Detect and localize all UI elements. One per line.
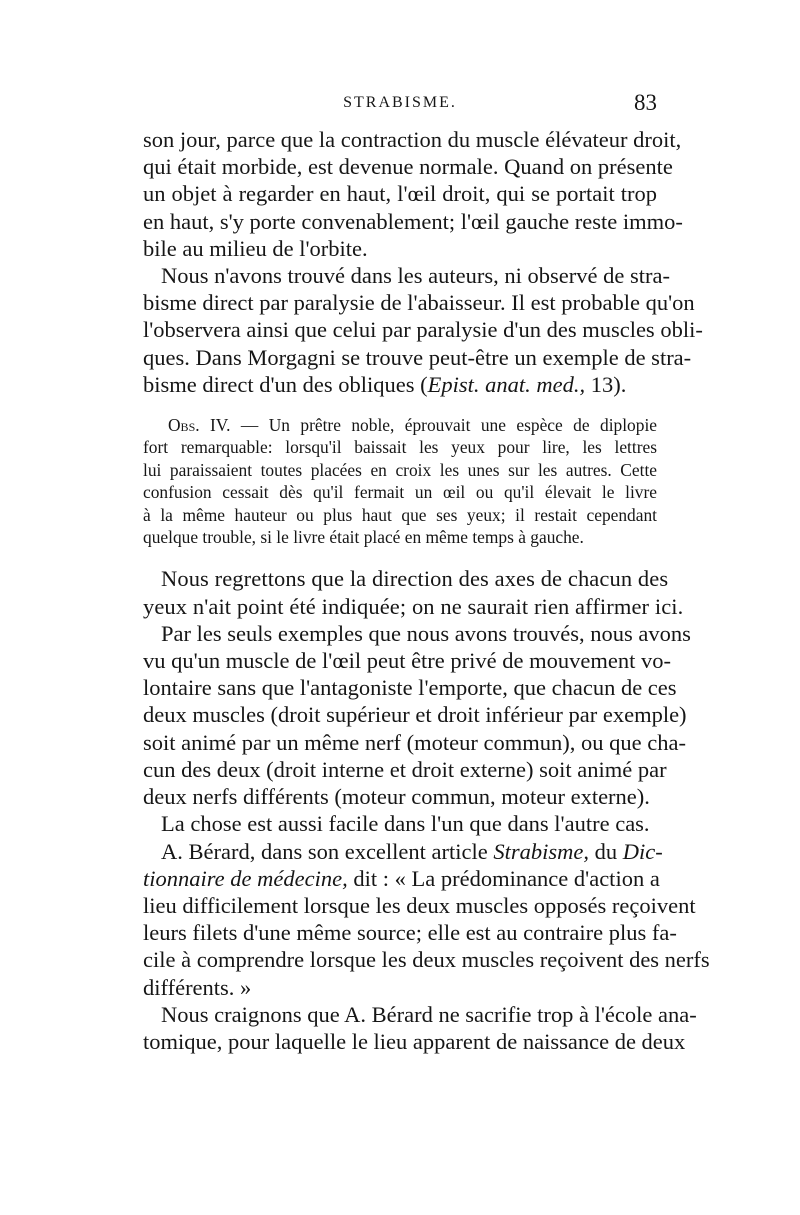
observation-block <box>143 414 657 548</box>
text-line: soit animé par un même nerf (moteur commun), ou que cha- <box>143 729 686 755</box>
page-body <box>143 126 710 1055</box>
text-line: confusion cessait dès qu'il fermait un œil ou qu'il élevait le livre <box>143 482 657 503</box>
text-line: un objet à regarder en haut, l'œil droit, qui se portait trop <box>143 181 657 207</box>
text-line: Par les seuls exemples que nous avons trouvés, nous avons <box>161 620 691 646</box>
paragraph-berard-quote <box>143 838 710 1001</box>
text-line: quelque trouble, si le livre était placé en même temps à gauche. <box>143 527 584 548</box>
text-line: bisme direct d'un des obliques (Epist. anat. med., 13). <box>143 371 627 397</box>
text-line: A. Bérard, dans son excellent article Strabisme, du Dic- <box>161 838 663 864</box>
text-line: l'observera ainsi que celui par paralysie d'un des muscles obli- <box>143 317 703 343</box>
text-line: La chose est aussi facile dans l'un que dans l'autre cas. <box>161 811 650 837</box>
text-line: deux nerfs différents (moteur commun, moteur externe). <box>143 784 650 810</box>
text-line: qui était morbide, est devenue normale. Quand on présente <box>143 154 673 180</box>
text-line: deux muscles (droit supérieur et droit inférieur par exemple) <box>143 702 687 728</box>
paragraph-exemples <box>143 620 691 810</box>
text-line: bile au milieu de l'orbite. <box>143 235 368 261</box>
text-line: Nous regrettons que la direction des axes de chacun des <box>161 566 669 592</box>
text-line: cun des deux (droit interne et droit externe) soit animé par <box>143 756 667 782</box>
text-line: Nous n'avons trouvé dans les auteurs, ni observé de stra- <box>161 263 670 289</box>
running-title: STRABISME. <box>343 94 457 111</box>
text-line: yeux n'ait point été indiquée; on ne saurait rien affirmer ici. <box>143 593 684 619</box>
text-line: lui paraissaient toutes placées en croix les unes sur les autres. Cette <box>143 459 657 480</box>
text-line: bisme direct par paralysie de l'abaisseur. Il est probable qu'on <box>143 290 695 316</box>
text-line: tomique, pour laquelle le lieu apparent de naissance de deux <box>143 1028 686 1054</box>
text-line: cile à comprendre lorsque les deux muscles reçoivent des nerfs <box>143 947 710 973</box>
paragraph-regrettons <box>143 565 684 619</box>
text-line: en haut, s'y porte convenablement; l'œil gauche reste immo- <box>143 208 683 234</box>
observation-first-line <box>143 414 657 436</box>
text-line: son jour, parce que la contraction du muscle élévateur droit, <box>143 127 682 152</box>
paragraph-continuation <box>143 126 683 262</box>
text-line: Nous craignons que A. Bérard ne sacrifie trop à l'école ana- <box>161 1001 697 1027</box>
text-line: différents. » <box>143 974 252 1000</box>
observation-text: — Un prêtre noble, éprouvait une espèce de diplopie <box>230 415 657 436</box>
paragraph-craignons <box>143 1001 697 1055</box>
running-head <box>143 90 657 118</box>
text-line: tionnaire de médecine, dit : « La prédominance d'action a <box>143 865 660 891</box>
paragraph-abaisseur <box>143 262 703 398</box>
text-line: leurs filets d'une même source; elle est au contraire plus fa- <box>143 920 677 946</box>
text-line: lieu difficilement lorsque les deux muscles opposés reçoivent <box>143 892 696 918</box>
text-line: fort remarquable: lorsqu'il baissait les yeux pour lire, les lettres <box>143 437 657 458</box>
observation-label: Obs. IV. <box>168 415 231 436</box>
text-line: à la même hauteur ou plus haut que ses yeux; il restait cependant <box>143 504 657 525</box>
text-line: vu qu'un muscle de l'œil peut être privé de mouvement vo- <box>143 648 671 674</box>
text-line: lontaire sans que l'antagoniste l'emporte, que chacun de ces <box>143 675 677 701</box>
paragraph-chose <box>143 810 657 837</box>
text-line: ques. Dans Morgagni se trouve peut-être un exemple de stra- <box>143 344 692 370</box>
page-number: 83 <box>634 90 657 115</box>
